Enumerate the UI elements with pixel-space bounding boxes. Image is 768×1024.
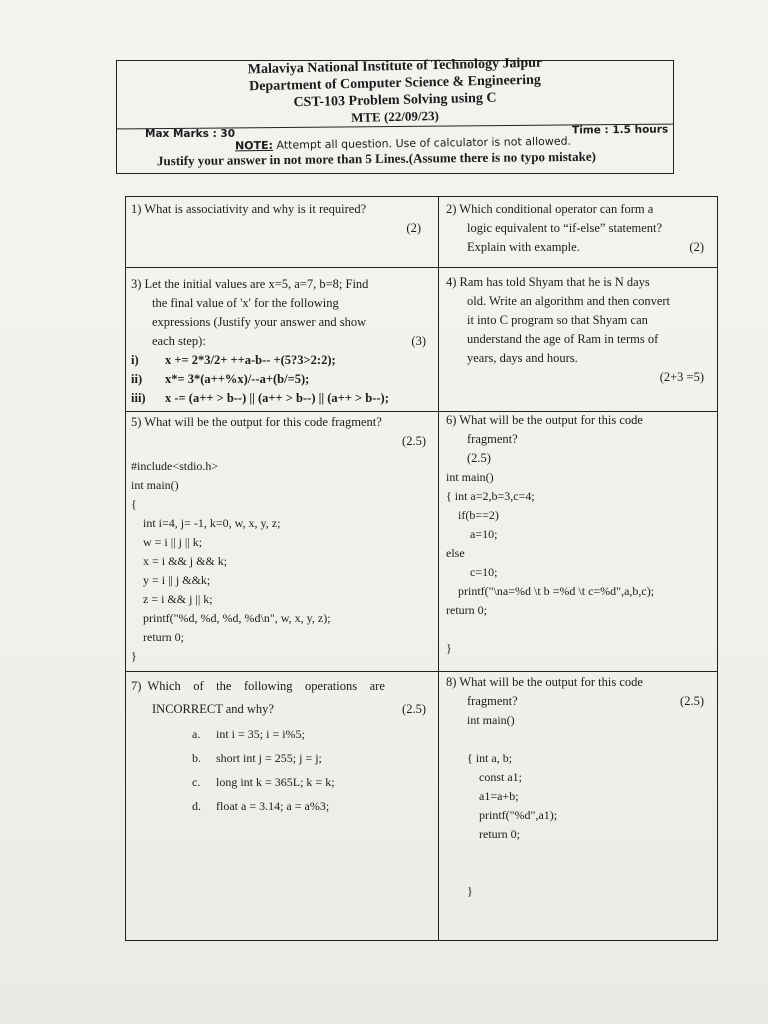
q8-marks: (2.5) (680, 694, 704, 708)
exam-header (116, 55, 674, 174)
q7-option-c-label: c. (192, 775, 201, 789)
q4-marks: (2+3 =5) (659, 370, 704, 384)
q8-line2: fragment? (467, 694, 518, 708)
q6-line1: 6) What will be the output for this code (446, 413, 643, 427)
column-divider (438, 197, 439, 940)
question-table (125, 196, 718, 941)
question-3 (131, 275, 436, 408)
question-8 (446, 673, 714, 901)
q7-option-c (131, 770, 436, 794)
note-label: NOTE: (234, 138, 274, 153)
q1-marks: (2) (406, 221, 421, 235)
q7-option-d (131, 794, 436, 818)
question-5 (131, 413, 436, 666)
q5-text: 5) What will be the output for this code fragment? (131, 415, 382, 429)
q3-line2: the final value of 'x' for the following (152, 296, 339, 310)
q8-line1: 8) What will be the output for this code (446, 675, 643, 689)
q3-expression-2-text: x*= 3*(a++%x)/--a+(b/=5); (165, 372, 310, 386)
q5-marks: (2.5) (402, 434, 426, 448)
q5-code: #include<stdio.h> int main() { int i=4, j= -1, k=0, w, x, y, z; w = i || j || k; x = i && j && k; y = i || j &&k; z = i && j || k; printf("%d, %d, %d, %d\n", w, x, y, z); return 0; } (131, 459, 331, 663)
q7-option-a-text: int i = 35; i = i%5; (216, 727, 305, 741)
q2-marks: (2) (689, 240, 704, 254)
q7-option-d-label: d. (192, 799, 201, 813)
q3-marks: (3) (411, 334, 426, 348)
question-4 (446, 273, 714, 387)
row-divider (126, 267, 717, 268)
q7-option-c-text: long int k = 365L; k = k; (216, 775, 335, 789)
q1-text: 1) What is associativity and why is it required? (131, 202, 367, 216)
q6-marks: (2.5) (467, 451, 491, 465)
q3-expression-3 (131, 389, 436, 408)
max-marks: Max Marks : 30 (145, 128, 236, 140)
q7-option-a-label: a. (192, 727, 201, 741)
q7-line1: 7) Which of the following operations are (131, 679, 385, 693)
q2-line3-row (446, 238, 714, 257)
q4-line1: 4) Ram has told Shyam that he is N days (446, 275, 650, 289)
q8-line2-row (446, 692, 714, 711)
q6-line2: fragment? (467, 432, 518, 446)
row-divider (126, 671, 717, 672)
q4-line4: understand the age of Ram in terms of (467, 332, 659, 346)
q3-line1: 3) Let the initial values are x=5, a=7, b=8; Find (131, 277, 369, 291)
q2-line2: logic equivalent to “if-else” statement? (467, 221, 663, 235)
question-7 (131, 677, 436, 818)
q2-line3: Explain with example. (467, 240, 580, 254)
q6-code: int main() { int a=2,b=3,c=4; if(b==2) a=10; else c=10; printf("\na=%d \t b =%d \t c=%d",a,b,c); return 0; } (446, 470, 655, 655)
q7-option-b-label: b. (192, 751, 201, 765)
q3-line4-row (131, 332, 436, 351)
q7-option-b-text: short int j = 255; j = j; (216, 751, 322, 765)
q4-line5: years, days and hours. (467, 351, 578, 365)
course-title: CST-103 Problem Solving using C (293, 90, 497, 111)
q3-expression-3-text: x -= (a++ > b--) || (a++ > b--) || (a++ > b--); (165, 391, 389, 405)
q3-expression-2-label: ii) (131, 372, 143, 386)
note-text: Attempt all question. Use of calculator is not allowed. (272, 134, 572, 152)
q2-line1: 2) Which conditional operator can form a (446, 202, 654, 216)
department-name: Department of Computer Science & Engineering (248, 72, 541, 95)
q3-expression-1-label: i) (131, 353, 139, 367)
q3-expression-1 (131, 351, 436, 370)
q3-line3: expressions (Justify your answer and show (152, 315, 367, 329)
q3-line4: each step): (152, 334, 206, 348)
q3-expression-1-text: x += 2*3/2+ ++a-b-- +(5?3>2:2); (165, 353, 336, 367)
q3-expression-3-label: iii) (131, 391, 146, 405)
q7-line2: INCORRECT and why? (152, 702, 274, 716)
q4-line2: old. Write an algorithm and then convert (467, 294, 671, 308)
q7-option-d-text: float a = 3.14; a = a%3; (216, 799, 330, 813)
q7-option-b (131, 746, 436, 770)
exam-title: MTE (22/09/23) (350, 108, 440, 125)
question-6 (446, 411, 714, 658)
exam-duration: Time : 1.5 hours (571, 123, 669, 137)
q3-expression-2 (131, 370, 436, 389)
institute-name: Malaviya National Institute of Technology Jaipur (247, 55, 543, 78)
q7-line2-row (131, 696, 436, 722)
q7-option-a (131, 722, 436, 746)
question-1 (131, 200, 431, 238)
question-2 (446, 200, 714, 257)
q4-line3: it into C program so that Shyam can (467, 313, 648, 327)
q7-marks: (2.5) (402, 702, 426, 716)
justify-instruction: Justify your answer in not more than 5 Lines.(Assume there is no typo mistake) (156, 148, 596, 169)
q8-code: int main() { int a, b; const a1; a1=a+b; printf("%d",a1); return 0; } (467, 713, 558, 898)
